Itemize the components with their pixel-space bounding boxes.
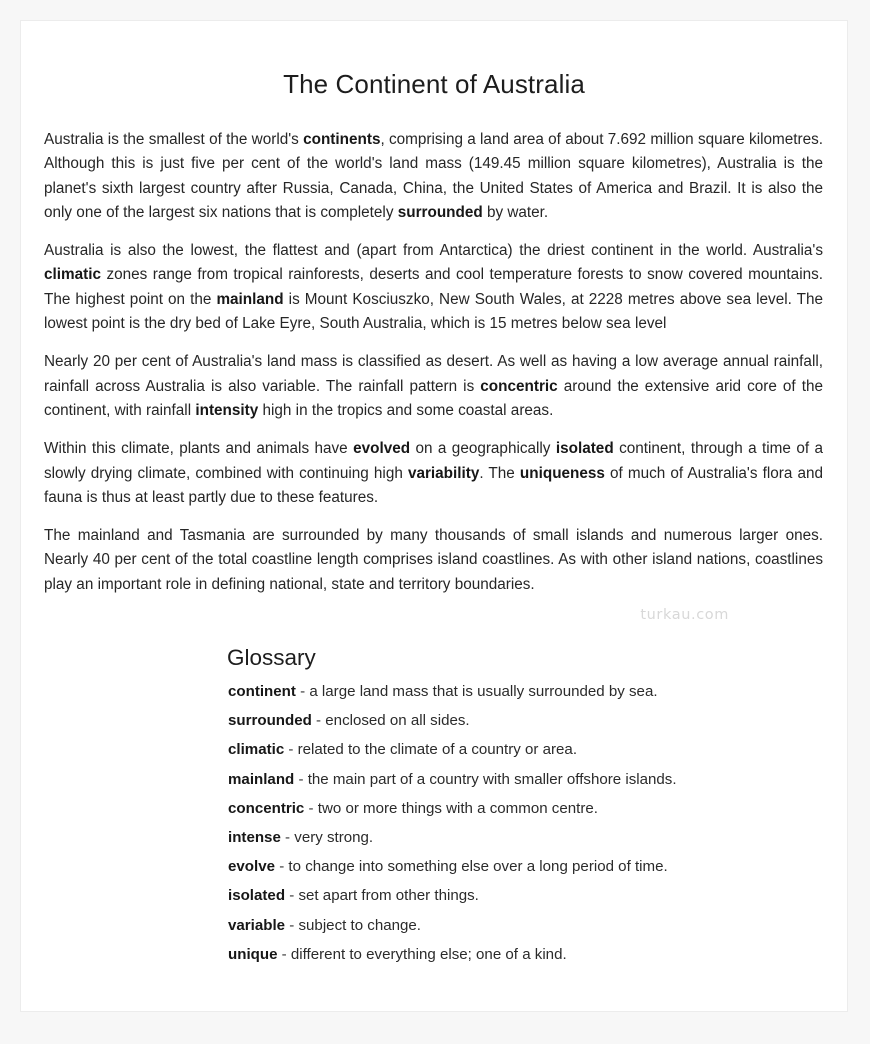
paragraph-text: by water. — [482, 203, 549, 221]
glossary-entry-term: unique — [228, 945, 278, 963]
paragraph-text: zones range from tropical rainforests, deserts and cool temperature forests to snow covered mountains. The highest point on the — [44, 266, 823, 308]
glossary-entry — [228, 945, 823, 964]
paragraph-text: Australia is the smallest of the world's — [44, 131, 304, 148]
glossary-term-inline: isolated — [555, 440, 614, 458]
glossary-entry — [228, 799, 823, 818]
paragraph-text: high in the tropics and some coastal areas. — [258, 401, 554, 419]
glossary-term-inline: concentric — [480, 377, 558, 395]
paragraph-text: on a geographically — [410, 440, 556, 458]
glossary-term-inline: climatic — [44, 266, 101, 284]
body-paragraph — [44, 437, 823, 510]
glossary-term-inline: uniqueness — [519, 464, 605, 482]
glossary-term-inline: intensity — [195, 401, 259, 419]
glossary-entry-separator: - — [295, 683, 310, 701]
glossary-entry-term: climatic — [228, 741, 285, 759]
paragraph-list — [44, 128, 823, 597]
glossary-entry-term: intense — [228, 828, 281, 846]
glossary-term-inline: surrounded — [397, 203, 483, 221]
glossary-entry-term: mainland — [228, 770, 295, 788]
glossary-entry-term: evolve — [228, 858, 275, 876]
glossary-entry-definition: to change into something else over a long period of time. — [288, 858, 668, 876]
glossary-entry-separator: - — [285, 887, 299, 905]
glossary-entry-separator: - — [294, 770, 308, 788]
glossary-entry-term: variable — [228, 916, 286, 934]
glossary-entry — [228, 770, 823, 789]
paragraph-text: continent, through a time of a slowly drying climate, combined with continuing high — [44, 440, 823, 482]
glossary-entry-definition: a large land mass that is usually surrounded by sea. — [309, 683, 658, 701]
paragraph-text: , comprising a land area of about 7.692 million square kilometres. Although this is just five per cent of the world's land mass (149.45 million square kilometres), Australia is the planet's sixth largest country after Russia, Canada, China, the United States of America and Brazil. It is also the only one of the largest six nations that is completely — [44, 131, 823, 221]
glossary-entry-definition: subject to change. — [298, 916, 421, 934]
glossary-entry-definition: enclosed on all sides. — [325, 712, 470, 730]
glossary-entry-definition: different to everything else; one of a kind. — [290, 945, 567, 963]
glossary-entry-separator: - — [285, 916, 299, 934]
glossary-section — [44, 645, 823, 964]
glossary-entry — [228, 711, 823, 730]
body-paragraph — [44, 128, 823, 225]
glossary-entry-term: continent — [228, 683, 296, 701]
glossary-list — [227, 682, 823, 964]
document-card — [20, 20, 848, 1012]
glossary-entry — [228, 916, 823, 935]
body-paragraph — [44, 350, 823, 423]
site-watermark: turkau.com — [640, 607, 729, 624]
glossary-entry-term: isolated — [228, 887, 286, 905]
glossary-entry-definition: related to the climate of a country or area. — [297, 741, 578, 759]
glossary-entry-definition: set apart from other things. — [298, 887, 479, 905]
glossary-entry — [228, 740, 823, 759]
paragraph-text: is Mount Kosciuszko, New South Wales, at 2228 metres above sea level. The lowest point is the dry bed of Lake Eyre, South Australia, which is 15 metres below sea level — [44, 290, 824, 333]
body-paragraph — [44, 239, 823, 336]
glossary-entry-term: concentric — [228, 799, 305, 817]
paragraph-text: of much of Australia's flora and fauna is thus at least partly due to these features. — [44, 464, 823, 506]
glossary-entry-separator: - — [284, 741, 298, 759]
glossary-entry-separator: - — [311, 712, 326, 730]
glossary-entry-separator: - — [275, 858, 289, 876]
glossary-term-inline: mainland — [216, 290, 284, 308]
page-title: The Continent of Australia — [283, 69, 585, 99]
paragraph-text: Australia is also the lowest, the flattest and (apart from Antarctica) the driest continent in the world. Australia's — [44, 242, 823, 260]
watermark-row — [44, 607, 823, 627]
glossary-term-inline: continents — [303, 131, 381, 148]
glossary-entry-separator: - — [277, 945, 291, 963]
glossary-term-inline: variability — [407, 464, 480, 482]
glossary-entry — [228, 857, 823, 876]
glossary-entry — [228, 828, 823, 847]
paragraph-text: . The — [479, 464, 520, 482]
glossary-entry-separator: - — [304, 799, 318, 817]
body-paragraph — [44, 524, 823, 597]
glossary-term-inline: evolved — [353, 440, 411, 458]
paragraph-text: Within this climate, plants and animals have — [44, 440, 354, 458]
glossary-entry-definition: the main part of a country with smaller offshore islands. — [307, 770, 677, 788]
glossary-entry-term: surrounded — [228, 712, 312, 730]
paragraph-text: Nearly 20 per cent of Australia's land mass is classified as desert. As well as having a low average annual rainfall, rainfall across Australia is also variable. The rainfall pattern is — [44, 353, 823, 395]
article-body — [21, 128, 847, 964]
paragraph-text: The mainland and Tasmania are surrounded by many thousands of small islands and numerous larger ones. Nearly 40 per cent of the total coastline length comprises island coastlines. As with other island nations, coastlines play an important role in defining national, state and territory boundaries. — [44, 527, 823, 593]
glossary-heading: Glossary — [227, 645, 316, 671]
glossary-entry — [228, 886, 823, 905]
glossary-entry-definition: very strong. — [294, 828, 374, 846]
paragraph-text: around the extensive arid core of the continent, with rainfall — [44, 377, 823, 419]
glossary-entry-definition: two or more things with a common centre. — [317, 799, 598, 817]
glossary-entry — [228, 682, 823, 701]
glossary-entry-separator: - — [280, 828, 295, 846]
